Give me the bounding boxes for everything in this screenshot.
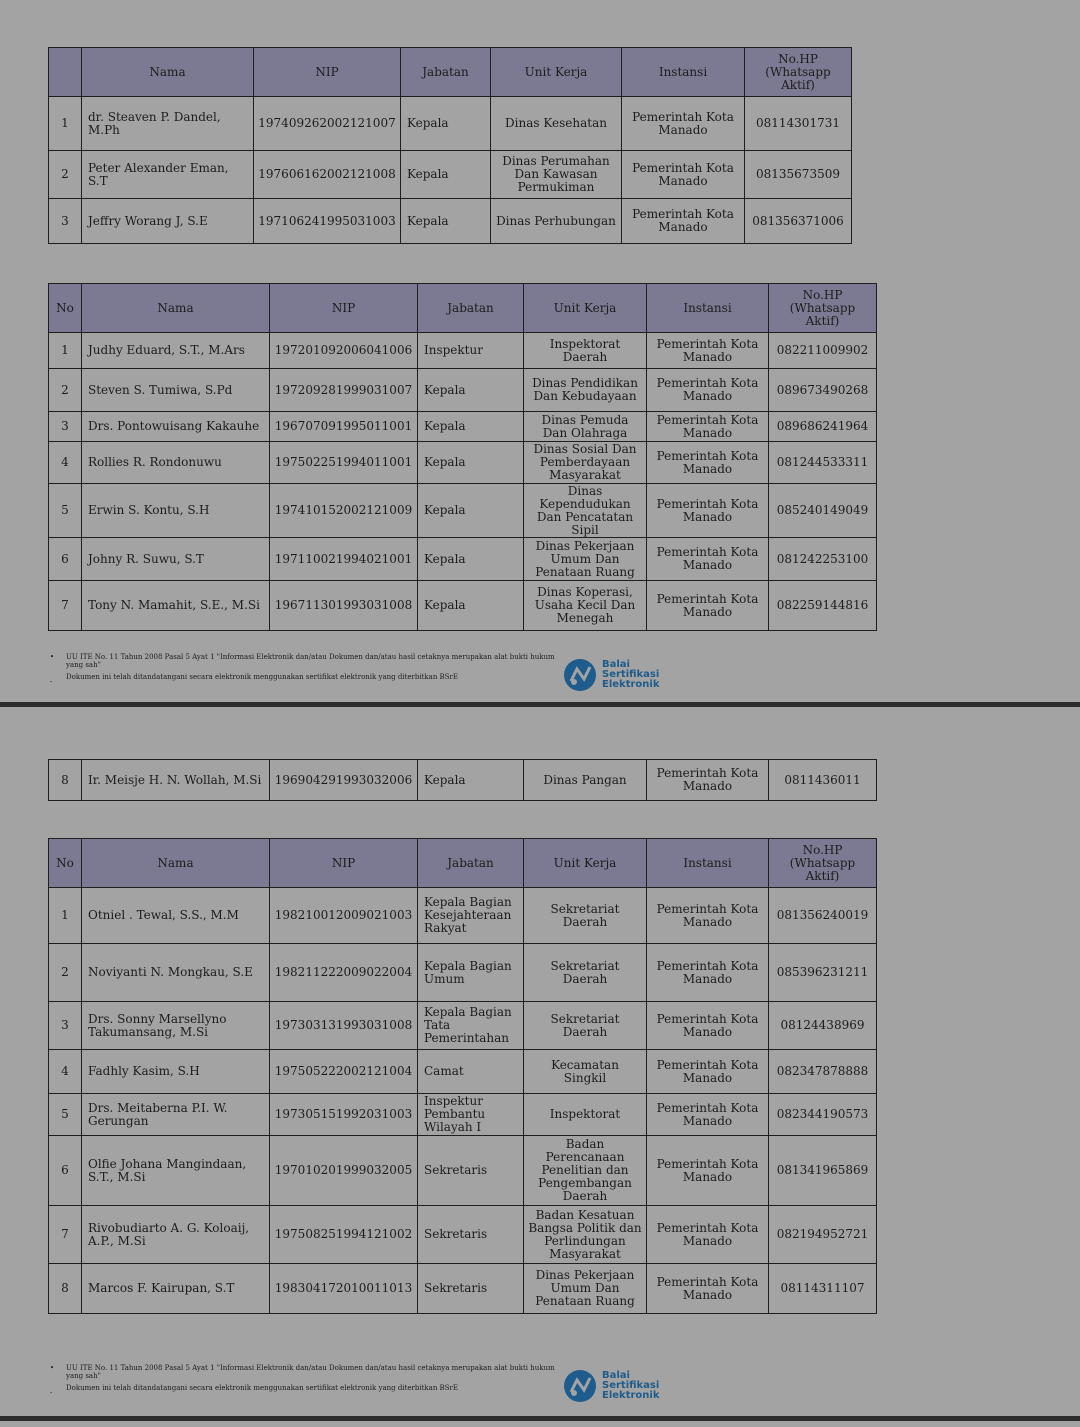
cell-jabatan: Kepala <box>418 412 524 442</box>
cell-unit: Dinas Pendidikan Dan Kebudayaan <box>524 369 647 412</box>
cell-hp: 08124438969 <box>769 1002 877 1050</box>
table-row <box>49 1094 877 1136</box>
cell-hp: 082194952721 <box>769 1206 877 1264</box>
cell-hp: 081356371006 <box>745 199 852 244</box>
cell-jabatan: Kepala <box>418 760 524 801</box>
cell-no: 5 <box>49 484 82 538</box>
table-row <box>49 581 877 631</box>
cell-no: 4 <box>49 442 82 484</box>
cell-hp: 081244533311 <box>769 442 877 484</box>
table-row <box>49 1206 877 1264</box>
cell-jabatan: Kepala <box>418 581 524 631</box>
logo-text-2: Sertifikasi <box>602 1380 660 1391</box>
col-header-hp: No.HP (Whatsapp Aktif) <box>769 284 877 333</box>
official-table-1 <box>48 47 852 244</box>
cell-nip: 197508251994121002 <box>270 1206 418 1264</box>
cell-instansi: Pemerintah Kota Manado <box>622 97 745 151</box>
cell-unit: Dinas Kependudukan Dan Pencatatan Sipil <box>524 484 647 538</box>
cell-instansi: Pemerintah Kota Manado <box>647 944 769 1002</box>
cell-jabatan: Sekretaris <box>418 1206 524 1264</box>
cell-instansi: Pemerintah Kota Manado <box>647 412 769 442</box>
cell-no: 8 <box>49 760 82 801</box>
col-header-nama: Nama <box>82 284 270 333</box>
official-table-3 <box>48 759 877 801</box>
cell-nama: Peter Alexander Eman, S.T <box>82 151 254 199</box>
cell-hp: 089673490268 <box>769 369 877 412</box>
cell-instansi: Pemerintah Kota Manado <box>647 1206 769 1264</box>
cell-no: 7 <box>49 1206 82 1264</box>
table-row <box>49 1002 877 1050</box>
bsre-logo <box>562 1368 659 1404</box>
cell-unit: Dinas Perhubungan <box>491 199 622 244</box>
cell-unit: Sekretariat Daerah <box>524 888 647 944</box>
table-row <box>49 151 852 199</box>
cell-nip: 197209281999031007 <box>270 369 418 412</box>
cell-nip: 197010201999032005 <box>270 1136 418 1206</box>
page-separator <box>0 702 1080 707</box>
col-header-hp: No.HP (Whatsapp Aktif) <box>769 839 877 888</box>
cell-jabatan: Inspektur <box>418 333 524 369</box>
cell-jabatan: Kepala Bagian Tata Pemerintahan <box>418 1002 524 1050</box>
cell-no: 2 <box>49 151 82 199</box>
cell-jabatan: Kepala <box>401 199 491 244</box>
logo-text-2: Sertifikasi <box>602 669 660 680</box>
cell-no: 8 <box>49 1264 82 1314</box>
cell-unit: Dinas Pekerjaan Umum Dan Penataan Ruang <box>524 538 647 581</box>
cell-unit: Sekretariat Daerah <box>524 1002 647 1050</box>
cell-unit: Dinas Pemuda Dan Olahraga <box>524 412 647 442</box>
cell-hp: 081356240019 <box>769 888 877 944</box>
cell-nip: 198304172010011013 <box>270 1264 418 1314</box>
cell-jabatan: Kepala <box>418 484 524 538</box>
footer-bullet: • <box>50 1364 55 1372</box>
cell-no: 4 <box>49 1050 82 1094</box>
official-table-2 <box>48 283 877 631</box>
table-header-row <box>49 839 877 888</box>
logo-text-3: Elektronik <box>602 1390 660 1401</box>
cell-instansi: Pemerintah Kota Manado <box>647 333 769 369</box>
cell-unit: Dinas Koperasi, Usaha Kecil Dan Menegah <box>524 581 647 631</box>
cell-nip: 197305151992031003 <box>270 1094 418 1136</box>
table-row <box>49 369 877 412</box>
col-header-instansi: Instansi <box>622 48 745 97</box>
table-row <box>49 1050 877 1094</box>
cell-jabatan: Kepala <box>418 369 524 412</box>
footer-bullet: - <box>50 1389 53 1397</box>
col-header-unit: Unit Kerja <box>524 839 647 888</box>
cell-nama: Olfie Johana Mangindaan, S.T., M.Si <box>82 1136 270 1206</box>
table-row <box>49 442 877 484</box>
footer-line-1: UU ITE No. 11 Tahun 2008 Pasal 5 Ayat 1 "Informasi Elektronik dan/atau Dokumen dan/atau hasil cetaknya merupakan alat bukti hukum yang sah" <box>66 653 555 669</box>
table-row <box>49 944 877 1002</box>
cell-nama: Ir. Meisje H. N. Wollah, M.Si <box>82 760 270 801</box>
cell-instansi: Pemerintah Kota Manado <box>647 1264 769 1314</box>
legal-footer <box>50 653 570 685</box>
cell-no: 6 <box>49 538 82 581</box>
table-row <box>49 760 877 801</box>
footer-line-2: Dokumen ini telah ditandatangani secara elektronik menggunakan sertifikat elektronik yang diterbitkan BSrE <box>66 1384 458 1392</box>
bsre-logo-icon <box>562 657 598 693</box>
footer-line-1: UU ITE No. 11 Tahun 2008 Pasal 5 Ayat 1 "Informasi Elektronik dan/atau Dokumen dan/atau hasil cetaknya merupakan alat bukti hukum yang sah" <box>66 1364 555 1380</box>
cell-nama: Tony N. Mamahit, S.E., M.Si <box>82 581 270 631</box>
cell-hp: 08135673509 <box>745 151 852 199</box>
cell-unit: Kecamatan Singkil <box>524 1050 647 1094</box>
legal-footer <box>50 1364 570 1396</box>
col-header-jabatan: Jabatan <box>418 284 524 333</box>
cell-hp: 082211009902 <box>769 333 877 369</box>
cell-nip: 196707091995011001 <box>270 412 418 442</box>
cell-jabatan: Inspektur Pembantu Wilayah I <box>418 1094 524 1136</box>
cell-instansi: Pemerintah Kota Manado <box>647 581 769 631</box>
cell-instansi: Pemerintah Kota Manado <box>647 888 769 944</box>
cell-nama: Erwin S. Kontu, S.H <box>82 484 270 538</box>
logo-text-1: Balai <box>602 659 630 670</box>
cell-instansi: Pemerintah Kota Manado <box>647 1136 769 1206</box>
cell-hp: 081242253100 <box>769 538 877 581</box>
col-header-nip: NIP <box>270 839 418 888</box>
table-row <box>49 333 877 369</box>
col-header-nip: NIP <box>270 284 418 333</box>
cell-unit: Badan Perencanaan Penelitian dan Pengembangan Daerah <box>524 1136 647 1206</box>
cell-unit: Dinas Kesehatan <box>491 97 622 151</box>
bsre-logo <box>562 657 659 693</box>
cell-nip: 197410152002121009 <box>270 484 418 538</box>
cell-nip: 197303131993031008 <box>270 1002 418 1050</box>
cell-unit: Inspektorat <box>524 1094 647 1136</box>
cell-instansi: Pemerintah Kota Manado <box>647 538 769 581</box>
col-header-nip: NIP <box>254 48 401 97</box>
cell-no: 3 <box>49 1002 82 1050</box>
official-table-4 <box>48 838 877 1314</box>
cell-unit: Dinas Pekerjaan Umum Dan Penataan Ruang <box>524 1264 647 1314</box>
cell-nama: Judhy Eduard, S.T., M.Ars <box>82 333 270 369</box>
cell-jabatan: Camat <box>418 1050 524 1094</box>
cell-nip: 198211222009022004 <box>270 944 418 1002</box>
col-header-no <box>49 48 82 97</box>
table-row <box>49 412 877 442</box>
cell-no: 2 <box>49 944 82 1002</box>
cell-nama: Johny R. Suwu, S.T <box>82 538 270 581</box>
col-header-nama: Nama <box>82 48 254 97</box>
col-header-no: No <box>49 839 82 888</box>
cell-instansi: Pemerintah Kota Manado <box>647 1002 769 1050</box>
cell-nama: Jeffry Worang J, S.E <box>82 199 254 244</box>
cell-instansi: Pemerintah Kota Manado <box>622 199 745 244</box>
cell-nip: 196904291993032006 <box>270 760 418 801</box>
cell-nip: 197505222002121004 <box>270 1050 418 1094</box>
logo-text-3: Elektronik <box>602 679 660 690</box>
cell-jabatan: Sekretaris <box>418 1136 524 1206</box>
cell-instansi: Pemerintah Kota Manado <box>647 760 769 801</box>
col-header-instansi: Instansi <box>647 839 769 888</box>
cell-instansi: Pemerintah Kota Manado <box>647 442 769 484</box>
bsre-logo-icon <box>562 1368 598 1404</box>
cell-instansi: Pemerintah Kota Manado <box>647 484 769 538</box>
footer-bullet: - <box>50 678 53 686</box>
table-row <box>49 97 852 151</box>
col-header-jabatan: Jabatan <box>418 839 524 888</box>
col-header-jabatan: Jabatan <box>401 48 491 97</box>
table-row <box>49 888 877 944</box>
page-separator <box>0 1416 1080 1421</box>
cell-nama: Rollies R. Rondonuwu <box>82 442 270 484</box>
cell-nama: Fadhly Kasim, S.H <box>82 1050 270 1094</box>
cell-hp: 089686241964 <box>769 412 877 442</box>
cell-instansi: Pemerintah Kota Manado <box>647 1094 769 1136</box>
cell-unit: Sekretariat Daerah <box>524 944 647 1002</box>
cell-no: 5 <box>49 1094 82 1136</box>
col-header-unit: Unit Kerja <box>491 48 622 97</box>
table-row <box>49 538 877 581</box>
cell-jabatan: Kepala <box>401 151 491 199</box>
cell-hp: 082259144816 <box>769 581 877 631</box>
col-header-hp: No.HP (Whatsapp Aktif) <box>745 48 852 97</box>
cell-no: 1 <box>49 333 82 369</box>
cell-nip: 196711301993031008 <box>270 581 418 631</box>
cell-no: 3 <box>49 412 82 442</box>
table-row <box>49 1264 877 1314</box>
cell-nama: Steven S. Tumiwa, S.Pd <box>82 369 270 412</box>
table-row <box>49 1136 877 1206</box>
cell-nama: Drs. Meitaberna P.I. W. Gerungan <box>82 1094 270 1136</box>
cell-jabatan: Kepala <box>418 538 524 581</box>
col-header-instansi: Instansi <box>647 284 769 333</box>
table-header-row <box>49 284 877 333</box>
cell-jabatan: Kepala <box>401 97 491 151</box>
cell-unit: Dinas Pangan <box>524 760 647 801</box>
cell-hp: 081341965869 <box>769 1136 877 1206</box>
cell-no: 7 <box>49 581 82 631</box>
cell-nip: 197502251994011001 <box>270 442 418 484</box>
cell-nama: Drs. Pontowuisang Kakauhe <box>82 412 270 442</box>
cell-hp: 085396231211 <box>769 944 877 1002</box>
cell-no: 3 <box>49 199 82 244</box>
footer-bullet: • <box>50 653 55 661</box>
cell-jabatan: Sekretaris <box>418 1264 524 1314</box>
cell-hp: 08114301731 <box>745 97 852 151</box>
cell-instansi: Pemerintah Kota Manado <box>647 369 769 412</box>
cell-instansi: Pemerintah Kota Manado <box>647 1050 769 1094</box>
cell-jabatan: Kepala <box>418 442 524 484</box>
cell-nama: Drs. Sonny Marsellyno Takumansang, M.Si <box>82 1002 270 1050</box>
cell-nip: 197606162002121008 <box>254 151 401 199</box>
cell-nama: dr. Steaven P. Dandel, M.Ph <box>82 97 254 151</box>
cell-hp: 0811436011 <box>769 760 877 801</box>
cell-nama: Noviyanti N. Mongkau, S.E <box>82 944 270 1002</box>
cell-no: 1 <box>49 97 82 151</box>
table-row <box>49 484 877 538</box>
cell-nip: 197201092006041006 <box>270 333 418 369</box>
cell-jabatan: Kepala Bagian Umum <box>418 944 524 1002</box>
cell-hp: 082347878888 <box>769 1050 877 1094</box>
cell-unit: Inspektorat Daerah <box>524 333 647 369</box>
cell-instansi: Pemerintah Kota Manado <box>622 151 745 199</box>
cell-no: 6 <box>49 1136 82 1206</box>
cell-hp: 08114311107 <box>769 1264 877 1314</box>
cell-hp: 082344190573 <box>769 1094 877 1136</box>
cell-nama: Otniel . Tewal, S.S., M.M <box>82 888 270 944</box>
cell-nip: 197409262002121007 <box>254 97 401 151</box>
cell-no: 2 <box>49 369 82 412</box>
cell-jabatan: Kepala Bagian Kesejahteraan Rakyat <box>418 888 524 944</box>
table-row <box>49 199 852 244</box>
cell-nip: 198210012009021003 <box>270 888 418 944</box>
cell-unit: Dinas Perumahan Dan Kawasan Permukiman <box>491 151 622 199</box>
col-header-no: No <box>49 284 82 333</box>
cell-unit: Dinas Sosial Dan Pemberdayaan Masyarakat <box>524 442 647 484</box>
cell-nip: 197106241995031003 <box>254 199 401 244</box>
table-header-row <box>49 48 852 97</box>
col-header-unit: Unit Kerja <box>524 284 647 333</box>
logo-text-1: Balai <box>602 1370 630 1381</box>
cell-nama: Rivobudiarto A. G. Koloaij, A.P., M.Si <box>82 1206 270 1264</box>
cell-hp: 085240149049 <box>769 484 877 538</box>
cell-nama: Marcos F. Kairupan, S.T <box>82 1264 270 1314</box>
cell-no: 1 <box>49 888 82 944</box>
col-header-nama: Nama <box>82 839 270 888</box>
cell-unit: Badan Kesatuan Bangsa Politik dan Perlindungan Masyarakat <box>524 1206 647 1264</box>
cell-nip: 197110021994021001 <box>270 538 418 581</box>
footer-line-2: Dokumen ini telah ditandatangani secara elektronik menggunakan sertifikat elektronik yang diterbitkan BSrE <box>66 673 458 681</box>
